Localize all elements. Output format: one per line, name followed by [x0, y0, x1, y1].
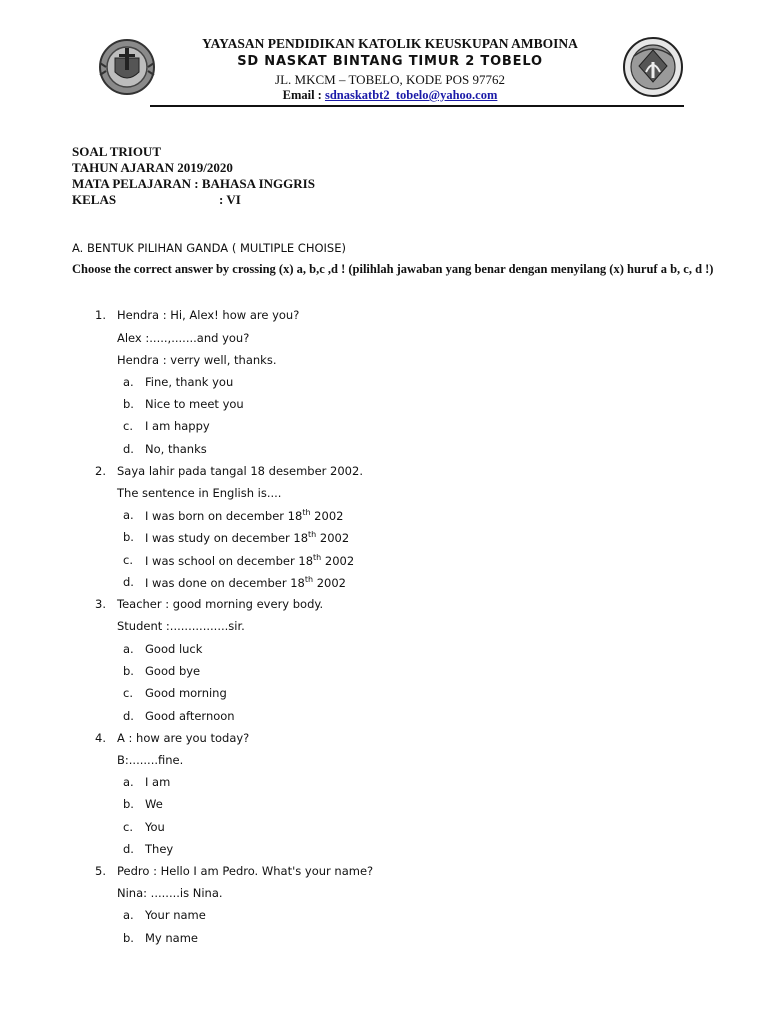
option-letter: a.: [123, 642, 134, 656]
question-text: Teacher : good morning every body.: [117, 597, 324, 611]
foundation-name: YAYASAN PENDIDIKAN KATOLIK KEUSKUPAN AMBOINA: [202, 36, 578, 51]
option-letter: b.: [123, 397, 134, 411]
question-text: Saya lahir pada tangal 18 desember 2002.: [117, 464, 363, 478]
option-letter: c.: [123, 553, 133, 567]
option-text: I was done on december 18th 2002: [145, 575, 347, 590]
section-title: A. BENTUK PILIHAN GANDA ( MULTIPLE CHOISE): [72, 241, 346, 255]
exam-info: [72, 144, 315, 208]
option-text: My name: [145, 931, 198, 945]
academic-year: TAHUN AJARAN 2019/2020: [72, 160, 233, 175]
option-text: We: [145, 797, 163, 811]
option-text: Good morning: [145, 686, 227, 700]
option-text: Good luck: [145, 642, 203, 656]
option-text: I am: [145, 775, 171, 789]
option-text: I was school on december 18th 2002: [145, 553, 355, 568]
option-letter: a.: [123, 908, 134, 922]
option-letter: c.: [123, 820, 133, 834]
option-letter: a.: [123, 775, 134, 789]
option-letter: a.: [123, 375, 134, 389]
question-text: Student :................sir.: [117, 619, 245, 633]
church-crest-icon: [98, 36, 156, 98]
email-link[interactable]: sdnaskatbt2_tobelo@yahoo.com: [324, 88, 498, 102]
option-letter: b.: [123, 797, 134, 811]
option-text: I am happy: [145, 419, 210, 433]
option-text: No, thanks: [145, 442, 207, 456]
question-text: B:........fine.: [117, 753, 184, 767]
option-letter: a.: [123, 508, 134, 522]
school-name: SD NASKAT BINTANG TIMUR 2 TOBELO: [237, 54, 543, 69]
tut-wuri-handayani-emblem-icon: [622, 36, 684, 98]
option-letter: d.: [123, 842, 134, 856]
option-text: Good bye: [145, 664, 201, 678]
option-text: I was born on december 18th 2002: [145, 508, 344, 523]
exam-title: SOAL TRIOUT: [72, 144, 161, 159]
option-letter: b.: [123, 931, 134, 945]
question-text: A : how are you today?: [117, 731, 250, 745]
option-text: I was study on december 18th 2002: [145, 530, 350, 545]
option-letter: c.: [123, 686, 133, 700]
option-letter: d.: [123, 442, 134, 456]
school-email: [150, 88, 630, 103]
option-text: Fine, thank you: [145, 375, 234, 389]
class-label: KELAS: [72, 192, 117, 207]
option-letter: b.: [123, 664, 134, 678]
question-number: 5.: [95, 864, 106, 878]
class-row: [72, 192, 315, 208]
instruction: Choose the correct answer by crossing (x) a, b,c ,d ! (pilihlah jawaban yang benar dengan menyilang (x) huruf a b, c, d !): [72, 262, 714, 276]
header-divider: [150, 105, 684, 107]
option-letter: d.: [123, 709, 134, 723]
option-text: They: [145, 842, 174, 856]
question-number: 1.: [95, 308, 106, 322]
letterhead: [0, 0, 768, 112]
question-text: Alex :.....,.......and you?: [117, 331, 250, 345]
question-text: Nina: ........is Nina.: [117, 886, 223, 900]
question-text: Hendra : Hi, Alex! how are you?: [117, 308, 300, 322]
email-label: Email :: [282, 88, 325, 102]
option-text: Your name: [145, 908, 206, 922]
question-number: 3.: [95, 597, 106, 611]
question-number: 4.: [95, 731, 106, 745]
option-text: Nice to meet you: [145, 397, 244, 411]
option-letter: b.: [123, 530, 134, 544]
question-text: The sentence in English is....: [117, 486, 282, 500]
question-text: Hendra : verry well, thanks.: [117, 353, 277, 367]
option-letter: c.: [123, 419, 133, 433]
option-text: You: [145, 820, 165, 834]
school-address: JL. MKCM – TOBELO, KODE POS 97762: [275, 72, 505, 87]
option-letter: d.: [123, 575, 134, 589]
class-value: : VI: [219, 192, 241, 207]
question-number: 2.: [95, 464, 106, 478]
subject: MATA PELAJARAN : BAHASA INGGRIS: [72, 176, 315, 191]
option-text: Good afternoon: [145, 709, 235, 723]
question-text: Pedro : Hello I am Pedro. What's your name?: [117, 864, 374, 878]
